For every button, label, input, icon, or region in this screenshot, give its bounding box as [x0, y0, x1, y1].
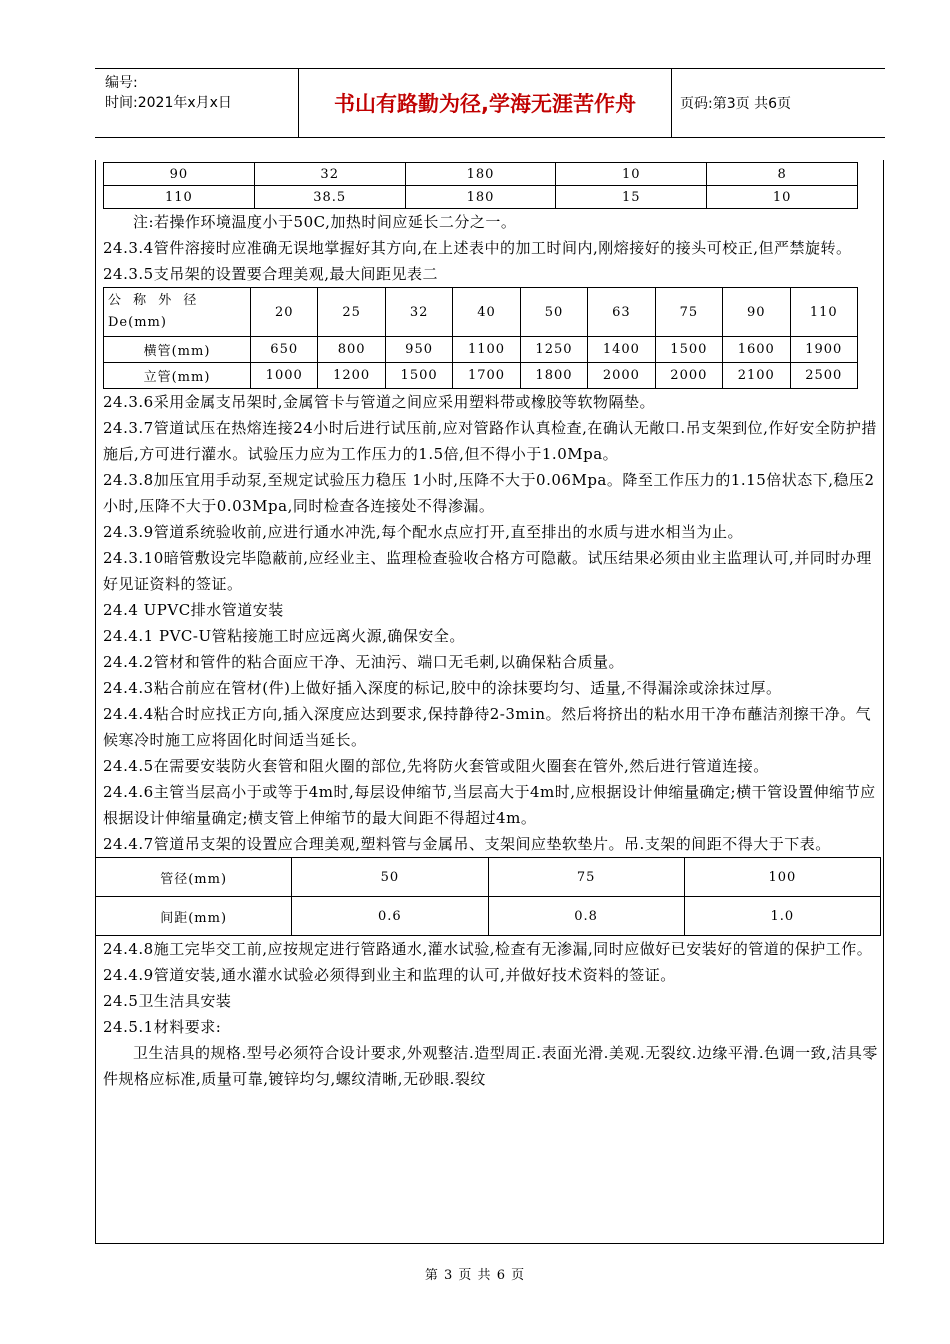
table-cell: 650: [251, 337, 318, 363]
table-header-cell: [104, 288, 251, 337]
table-cell: 2500: [790, 363, 858, 389]
table-cell: 2100: [723, 363, 790, 389]
paragraph: 24.3.7管道试压在热熔连接24小时后进行试压前,应对管路作认真检查,在确认无敞口.吊支架到位,作好安全防护措施后,方可进行灌水。试验压力应为工作压力的1.5倍,但不得小于1.0Mpa。: [103, 419, 877, 463]
table-cell: 1100: [453, 337, 520, 363]
note-text: 注:若操作环境温度小于50C,加热时间应延长二分之一。: [133, 213, 517, 231]
paragraph: 24.5.1材料要求:: [103, 1018, 222, 1036]
paragraph: 卫生洁具的规格.型号必须符合设计要求,外观整洁.造型周正.表面光滑.美观.无裂纹.边缘平滑.色调一致,洁具零件规格应标准,质量可靠,镀锌均匀,螺纹清晰,无砂眼.裂纹: [103, 1044, 878, 1088]
table-cell: 38.5: [254, 186, 405, 209]
table-cell: 90: [104, 163, 255, 186]
table-cell: 1250: [520, 337, 587, 363]
support-spacing-table: [103, 287, 858, 389]
table-cell: 1700: [453, 363, 520, 389]
table-cell: 10: [556, 163, 707, 186]
table-cell: 立管(mm): [104, 363, 251, 389]
paragraph: 24.4.3粘合前应在管材(件)上做好插入深度的标记,胶中的涂抹要均匀、适量,不得漏涂或涂抹过厚。: [103, 679, 782, 697]
hanger-spacing-table: [95, 857, 881, 936]
paragraph: 24.3.4管件溶接时应准确无误地掌握好其方向,在上述表中的加工时间内,刚熔接好的接头可校正,但严禁旋转。: [103, 239, 852, 257]
table-cell: 800: [318, 337, 385, 363]
table-cell: 1.0: [684, 897, 880, 936]
table-cell: 15: [556, 186, 707, 209]
table-cell: 8: [707, 163, 858, 186]
table-cell: 1800: [520, 363, 587, 389]
table-cell: 75: [488, 858, 684, 897]
paragraph: 24.3.8加压宜用手动泵,至规定试验压力稳压 1小时,压降不大于0.06Mpa。降至工作压力的1.15倍状态下,稳压2小时,压降不大于0.03Mpa,同时检查各连接处不得渗漏。: [103, 471, 875, 515]
paragraph: 24.4.5在需要安装防火套管和阻火圈的部位,先将防火套管或阻火圈套在管外,然后进行管道连接。: [103, 757, 769, 775]
time-label: 时间:2021年x月x日: [105, 95, 232, 111]
heating-time-table: [103, 162, 858, 209]
table-cell: 1900: [790, 337, 858, 363]
table-cell: 20: [251, 288, 318, 337]
table-row: [104, 288, 858, 337]
table-row: [104, 163, 858, 186]
paragraph: 24.4.9管道安装,通水灌水试验必须得到业主和监理的认可,并做好技术资料的签证。: [103, 966, 676, 984]
paragraph: 24.3.10暗管敷设完毕隐蔽前,应经业主、监理检查验收合格方可隐蔽。试压结果必须由业主监理认可,并同时办理好见证资料的签证。: [103, 549, 872, 593]
table-cell: 950: [385, 337, 452, 363]
table-cell: 1000: [251, 363, 318, 389]
paragraph: 24.3.6采用金属支吊架时,金属管卡与管道之间应采用塑料带或橡胶等软物隔垫。: [103, 393, 655, 411]
table-cell: 1500: [385, 363, 452, 389]
header-label: 公 称 外 径: [108, 293, 201, 308]
table-cell: 10: [707, 186, 858, 209]
paragraph: 24.4.8施工完毕交工前,应按规定进行管路通水,灌水试验,检查有无渗漏,同时应做好已安装好的管道的保护工作。: [103, 940, 873, 958]
page-indicator: 页码:第3页 共6页: [680, 96, 791, 112]
table-cell: 50: [292, 858, 488, 897]
page-footer: 第 3 页 共 6 页: [424, 1268, 526, 1283]
section-heading: 24.4 UPVC排水管道安装: [103, 601, 284, 619]
table-cell: 25: [318, 288, 385, 337]
table-cell: 50: [520, 288, 587, 337]
table-row: [96, 858, 881, 897]
table-cell: 90: [723, 288, 790, 337]
table-cell: 1500: [655, 337, 722, 363]
table-cell: 180: [405, 163, 556, 186]
code-label: 编号:: [105, 75, 138, 91]
paragraph: 24.4.4粘合时应找正方向,插入深度应达到要求,保持静待2-3min。然后将挤出的粘水用干净布蘸洁剂擦干净。气候寒冷时施工应将固化时间适当延长。: [103, 705, 872, 749]
paragraph: 24.4.2管材和管件的粘合面应干净、无油污、端口无毛刺,以确保粘合质量。: [103, 653, 624, 671]
table-row: [104, 337, 858, 363]
header-label: De(mm): [108, 315, 167, 330]
table-cell: 0.6: [292, 897, 488, 936]
table-cell: 0.8: [488, 897, 684, 936]
paragraph: 24.4.1 PVC-U管粘接施工时应远离火源,确保安全。: [103, 627, 465, 645]
table-row: [104, 363, 858, 389]
table-cell: 1200: [318, 363, 385, 389]
table-cell: 管径(mm): [96, 858, 292, 897]
header-meta: [105, 73, 295, 113]
table-cell: 40: [453, 288, 520, 337]
section-heading: 24.5卫生洁具安装: [103, 992, 232, 1010]
table-cell: 2000: [588, 363, 655, 389]
paragraph: 24.3.5支吊架的设置要合理美观,最大间距见表二: [103, 265, 438, 283]
table-cell: 75: [655, 288, 722, 337]
table-cell: 100: [684, 858, 880, 897]
table-cell: 32: [254, 163, 405, 186]
paragraph: 24.4.6主管当层高小于或等于4m时,每层设伸缩节,当层高大于4m时,应根据设计伸缩量确定;横干管设置伸缩节应根据设计伸缩量确定;横支管上伸缩节的最大间距不得超过4m。: [103, 783, 876, 827]
paragraph: 24.3.9管道系统验收前,应进行通水冲洗,每个配水点应打开,直至排出的水质与进水相当为止。: [103, 523, 744, 541]
table-cell: 间距(mm): [96, 897, 292, 936]
page-header: [95, 68, 885, 138]
table-cell: 2000: [655, 363, 722, 389]
table-cell: 110: [104, 186, 255, 209]
table-cell: 横管(mm): [104, 337, 251, 363]
table-cell: 1400: [588, 337, 655, 363]
table-cell: 63: [588, 288, 655, 337]
table-cell: 1600: [723, 337, 790, 363]
paragraph: 24.4.7管道吊支架的设置应合理美观,塑料管与金属吊、支架间应垫软垫片。吊.支架的间距不得大于下表。: [103, 835, 831, 853]
document-body: [103, 162, 879, 1092]
table-cell: 180: [405, 186, 556, 209]
table-cell: 110: [790, 288, 858, 337]
table-row: [96, 897, 881, 936]
table-row: [104, 186, 858, 209]
motto: 书山有路勤为径,学海无涯苦作舟: [298, 69, 672, 137]
table-cell: 32: [385, 288, 452, 337]
